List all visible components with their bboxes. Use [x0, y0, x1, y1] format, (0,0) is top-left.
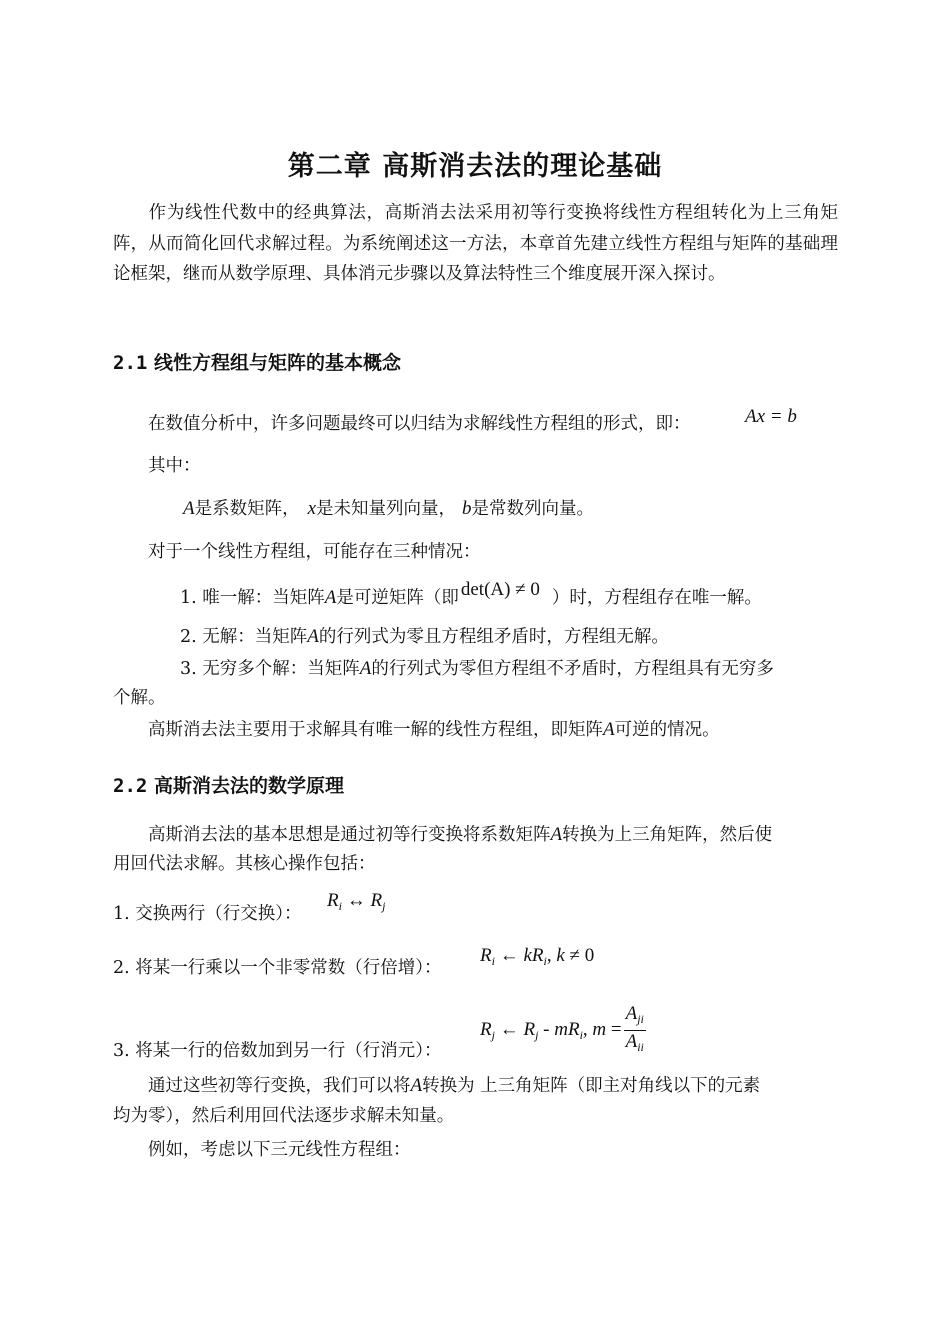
- lead-symbol: A: [550, 824, 563, 845]
- case-1-condition: [461, 579, 540, 600]
- after-ops-line-1: [148, 1071, 760, 1101]
- symbol-b: b: [462, 498, 472, 519]
- operation-1-formula: $R_i$ ↔ $R_j$: [327, 890, 386, 913]
- operation-3-formula: $R_j$ ← $R_j - mR_i$, m = $\frac{A_{ji}}{A_{ii}}$: [480, 1003, 646, 1058]
- case-3-line-2: 个解。: [113, 688, 166, 708]
- closing-prefix: 高斯消去法主要用于求解具有唯一解的线性方程组，即矩阵: [148, 720, 603, 740]
- equation-ax-b: Ax = b: [745, 406, 797, 427]
- cases-intro: 对于一个线性方程组，可能存在三种情况：: [148, 542, 481, 562]
- section-heading-2-1: [113, 348, 401, 375]
- case-1-symbol: A: [324, 587, 337, 608]
- case-1-mid: 是可逆矩阵（即: [336, 588, 459, 608]
- case-1-suffix: ）时，方程组存在唯一解。: [551, 588, 762, 608]
- section-number: 2.2: [113, 775, 148, 797]
- case-2-prefix: 2. 无解：当矩阵: [180, 627, 308, 647]
- after-ops-prefix: 通过这些初等行变换，我们可以将: [148, 1076, 411, 1096]
- after-ops-suffix: 转换为 上三角矩阵（即主对角线以下的元素: [422, 1076, 761, 1096]
- section-2-lead-line-2: 用回代法求解。其核心操作包括：: [113, 854, 376, 874]
- closing-symbol: A: [603, 719, 615, 740]
- case-1-prefix: 1. 唯一解：当矩阵: [180, 588, 325, 608]
- section-title: 线性方程组与矩阵的基本概念: [153, 352, 401, 374]
- operation-2-label: 2. 将某一行乘以一个非零常数（行倍增）：: [113, 958, 442, 978]
- closing-suffix: 可逆的情况。: [614, 720, 720, 740]
- after-ops-line-2: 均为零），然后利用回代法逐步求解未知量。: [113, 1106, 455, 1126]
- lead-suffix: 转换为上三角矩阵，然后使: [562, 825, 773, 845]
- case-2-suffix: 的行列式为零且方程组矛盾时，方程组无解。: [318, 627, 669, 647]
- example-intro: 例如，考虑以下三元线性方程组：: [148, 1140, 411, 1160]
- case-3-line-1: [180, 654, 774, 684]
- intro-text: 作为线性代数中的经典算法，高斯消去法采用初等行变换将线性方程组转化为上三角矩阵，从而简化回代求解过程。为系统阐述这一方法，本章首先建立线性方程组与矩阵的基础理论框架，继而从数学原理、具体消元步骤以及算法特性三个维度展开深入探讨。: [113, 203, 838, 284]
- where-text-x: 是未知量列向量，: [316, 499, 457, 519]
- after-ops-symbol: A: [410, 1075, 423, 1096]
- case-2: [180, 622, 669, 652]
- section-number: 2.1: [113, 352, 148, 374]
- case-3-prefix: 3. 无穷多个解：当矩阵: [180, 659, 360, 679]
- case-2-symbol: A: [307, 626, 319, 647]
- where-label: 其中：: [148, 456, 201, 476]
- symbol-a: A: [183, 498, 195, 519]
- operation-3-label: 3. 将某一行的倍数加到另一行（行消元）：: [113, 1041, 442, 1061]
- intro-paragraph: [113, 198, 838, 290]
- section-1-closing: [148, 715, 720, 745]
- symbol-x: x: [307, 498, 317, 519]
- section-2-lead-line-1: [148, 820, 772, 850]
- det-condition: det(A) ≠ 0: [460, 579, 540, 600]
- case-3-suffix-1: 的行列式为零但方程组不矛盾时，方程组具有无穷多: [371, 659, 774, 679]
- lead-prefix: 高斯消去法的基本思想是通过初等行变换将系数矩阵: [148, 825, 551, 845]
- section-heading-2-2: [113, 771, 344, 798]
- section-1-lead: 在数值分析中，许多问题最终可以归结为求解线性方程组的形式，即：: [148, 414, 691, 434]
- chapter-title: 第二章 高斯消去法的理论基础: [287, 151, 663, 182]
- operation-1-label: 1. 交换两行（行交换）：: [113, 904, 302, 924]
- where-text-b: 是常数列向量。: [471, 499, 595, 519]
- where-text-a: 是系数矩阵，: [194, 499, 300, 519]
- operation-2-formula: $R_i$ ← $kR_i$, k ≠ 0: [480, 945, 595, 968]
- case-3-symbol: A: [359, 658, 372, 679]
- case-1: [180, 579, 762, 613]
- section-title: 高斯消去法的数学原理: [153, 775, 344, 797]
- where-line: [183, 494, 594, 524]
- fraction: $\frac{A_{ji}}{A_{ii}}$: [625, 1003, 644, 1054]
